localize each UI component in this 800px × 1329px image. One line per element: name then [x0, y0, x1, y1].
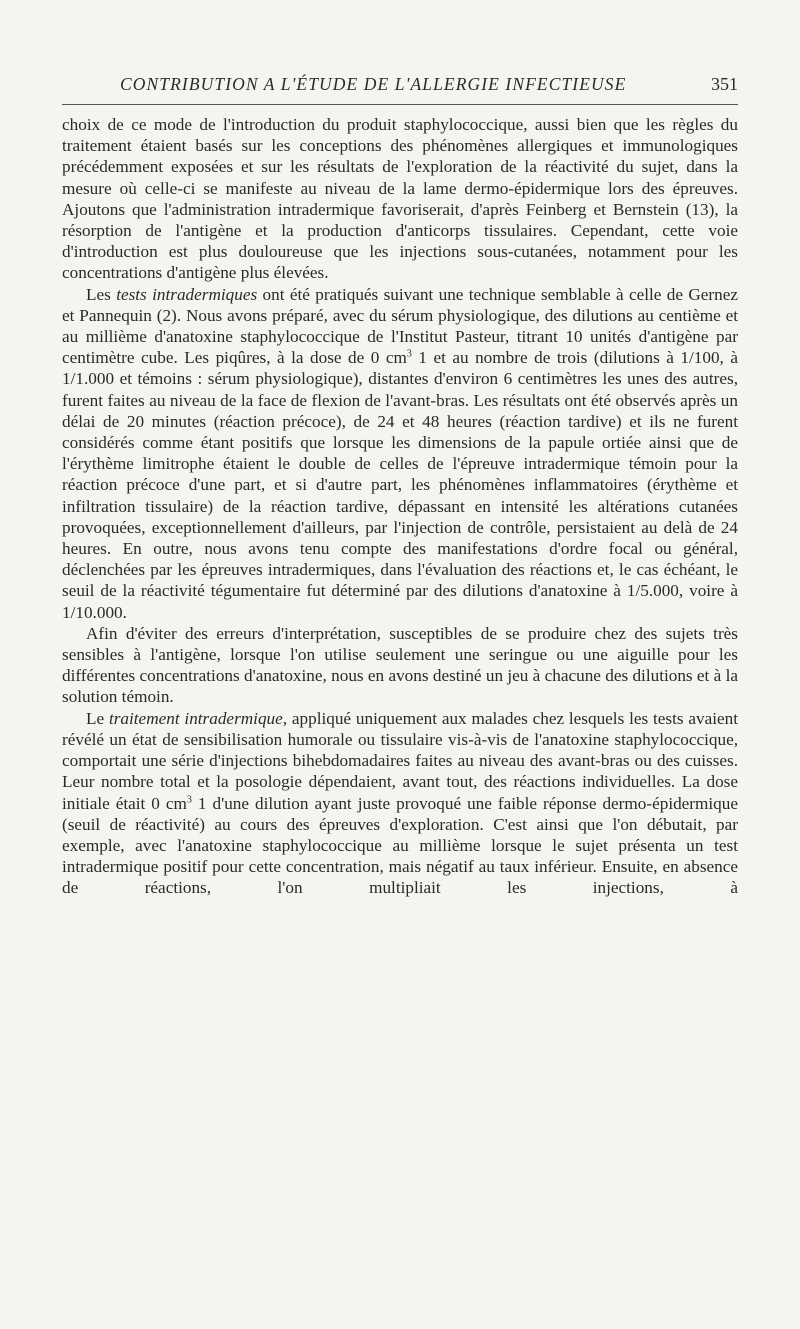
italic-term: tests intradermiques [116, 284, 258, 304]
paragraph-continuation: choix de ce mode de l'introduction du produit staphylococcique, aussi bien que les règles du traitement étaient basés sur les conceptions des phénomènes allergiques et immunologiques précédemment exposées et sur les résultats de l'exploration de la réactivité du sujet, dans la mesure où celle-ci se manifeste au niveau de la lame dermo-épidermique lors des épreuves. Ajoutons que l'administration intradermique favoriserait, d'après Feinberg et Bernstein (13), la résorption de l'antigène et la production d'anticorps tissulaires. Cependant, cette voie d'introduction est plus douloureuse que les injections sous-cutanées, notamment pour les concentrations d'antigène plus élevées. [62, 115, 738, 283]
paragraph-traitement-intradermique [62, 708, 738, 899]
italic-term: traitement intradermique [108, 708, 283, 728]
page-number: 351 [711, 74, 738, 94]
superscript: 3 [406, 348, 412, 360]
running-title: CONTRIBUTION A L'ÉTUDE DE L'ALLERGIE INFECTIEUSE [120, 74, 627, 94]
paragraph-lead: Le [86, 708, 109, 728]
paragraph-tests-intradermiques [62, 284, 738, 623]
paragraph-lead: Les [86, 284, 117, 304]
superscript: 3 [186, 793, 192, 805]
paragraph-erreurs: Afin d'éviter des erreurs d'interprétation, susceptibles de se produire chez des sujets très sensibles à l'antigène, lorsque l'on utilise seulement une seringue ou une aiguille pour les différentes concentrations d'anatoxine, nous en avons destiné un jeu à chacune des dilutions et à la solution témoin. [62, 623, 738, 707]
page-header [62, 70, 738, 105]
paragraph-text: 1 d'une dilution ayant juste provoqué une faible réponse dermo-épidermique (seuil de réactivité) au cours des épreuves d'exploration. C'est ainsi que l'on débutait, par exemple, avec l'anatoxine staphylococcique au millième lorsque le sujet présenta un test intradermique positif pour cette concentration, mais négatif au taux inférieur. Ensuite, en absence de réactions, l'on multipliait les injections, à [62, 793, 738, 898]
body-text [62, 114, 738, 899]
paragraph-text: 1 et au nombre de trois (dilutions à 1/100, à 1/1.000 et témoins : sérum physiologique), distantes d'environ 6 centimètres les unes des autres, furent faites au niveau de la face de flexion de l'avant-bras. Les résultats ont été observés après un délai de 20 minutes (réaction précoce), de 24 et 48 heures (réaction tardive) et ils ne furent considérés comme étant positifs que lorsque les dimensions de la papule ortiée ainsi que de l'érythème limitrophe étaient le double de celles de l'épreuve intradermique témoin pour la réaction précoce d'une part, et si d'autre part, les phénomènes inflammatoires (érythème et infiltration tissulaire) de la réaction tardive, dépassant en intensité les altérations cutanées provoquées, exceptionnellement d'ailleurs, par l'injection de contrôle, persistaient au delà de 24 heures. En outre, nous avons tenu compte des manifestations d'ordre focal ou général, déclenchées par les épreuves intradermiques, dans l'évaluation des réactions et, le cas échéant, le seuil de la réactivité tégumentaire fut déterminé par des dilutions d'anatoxine à 1/5.000, voire à 1/10.000. [62, 348, 738, 622]
paragraph-text: ont été pratiqués suivant une technique semblable à celle de Gernez et Pannequin (2). Nous avons préparé, avec du sérum physiologique, des dilutions au centième et au millième d'anatoxine staphylococcique de l'Institut Pasteur, titrant 10 unités d'antigène par centimètre cube. Les piqûres, à la dose de 0 cm [62, 284, 738, 368]
paragraph-text: , appliqué uniquement aux malades chez lesquels les tests avaient révélé un état de sensibilisation humorale ou tissulaire vis-à-vis de l'anatoxine staphylococcique, comportait une série d'injections bihebdomadaires faites au niveau des avant-bras ou des cuisses. Leur nombre total et la posologie dépendaient, avant tout, des réactions individuelles. La dose initiale était 0 cm [62, 708, 738, 813]
